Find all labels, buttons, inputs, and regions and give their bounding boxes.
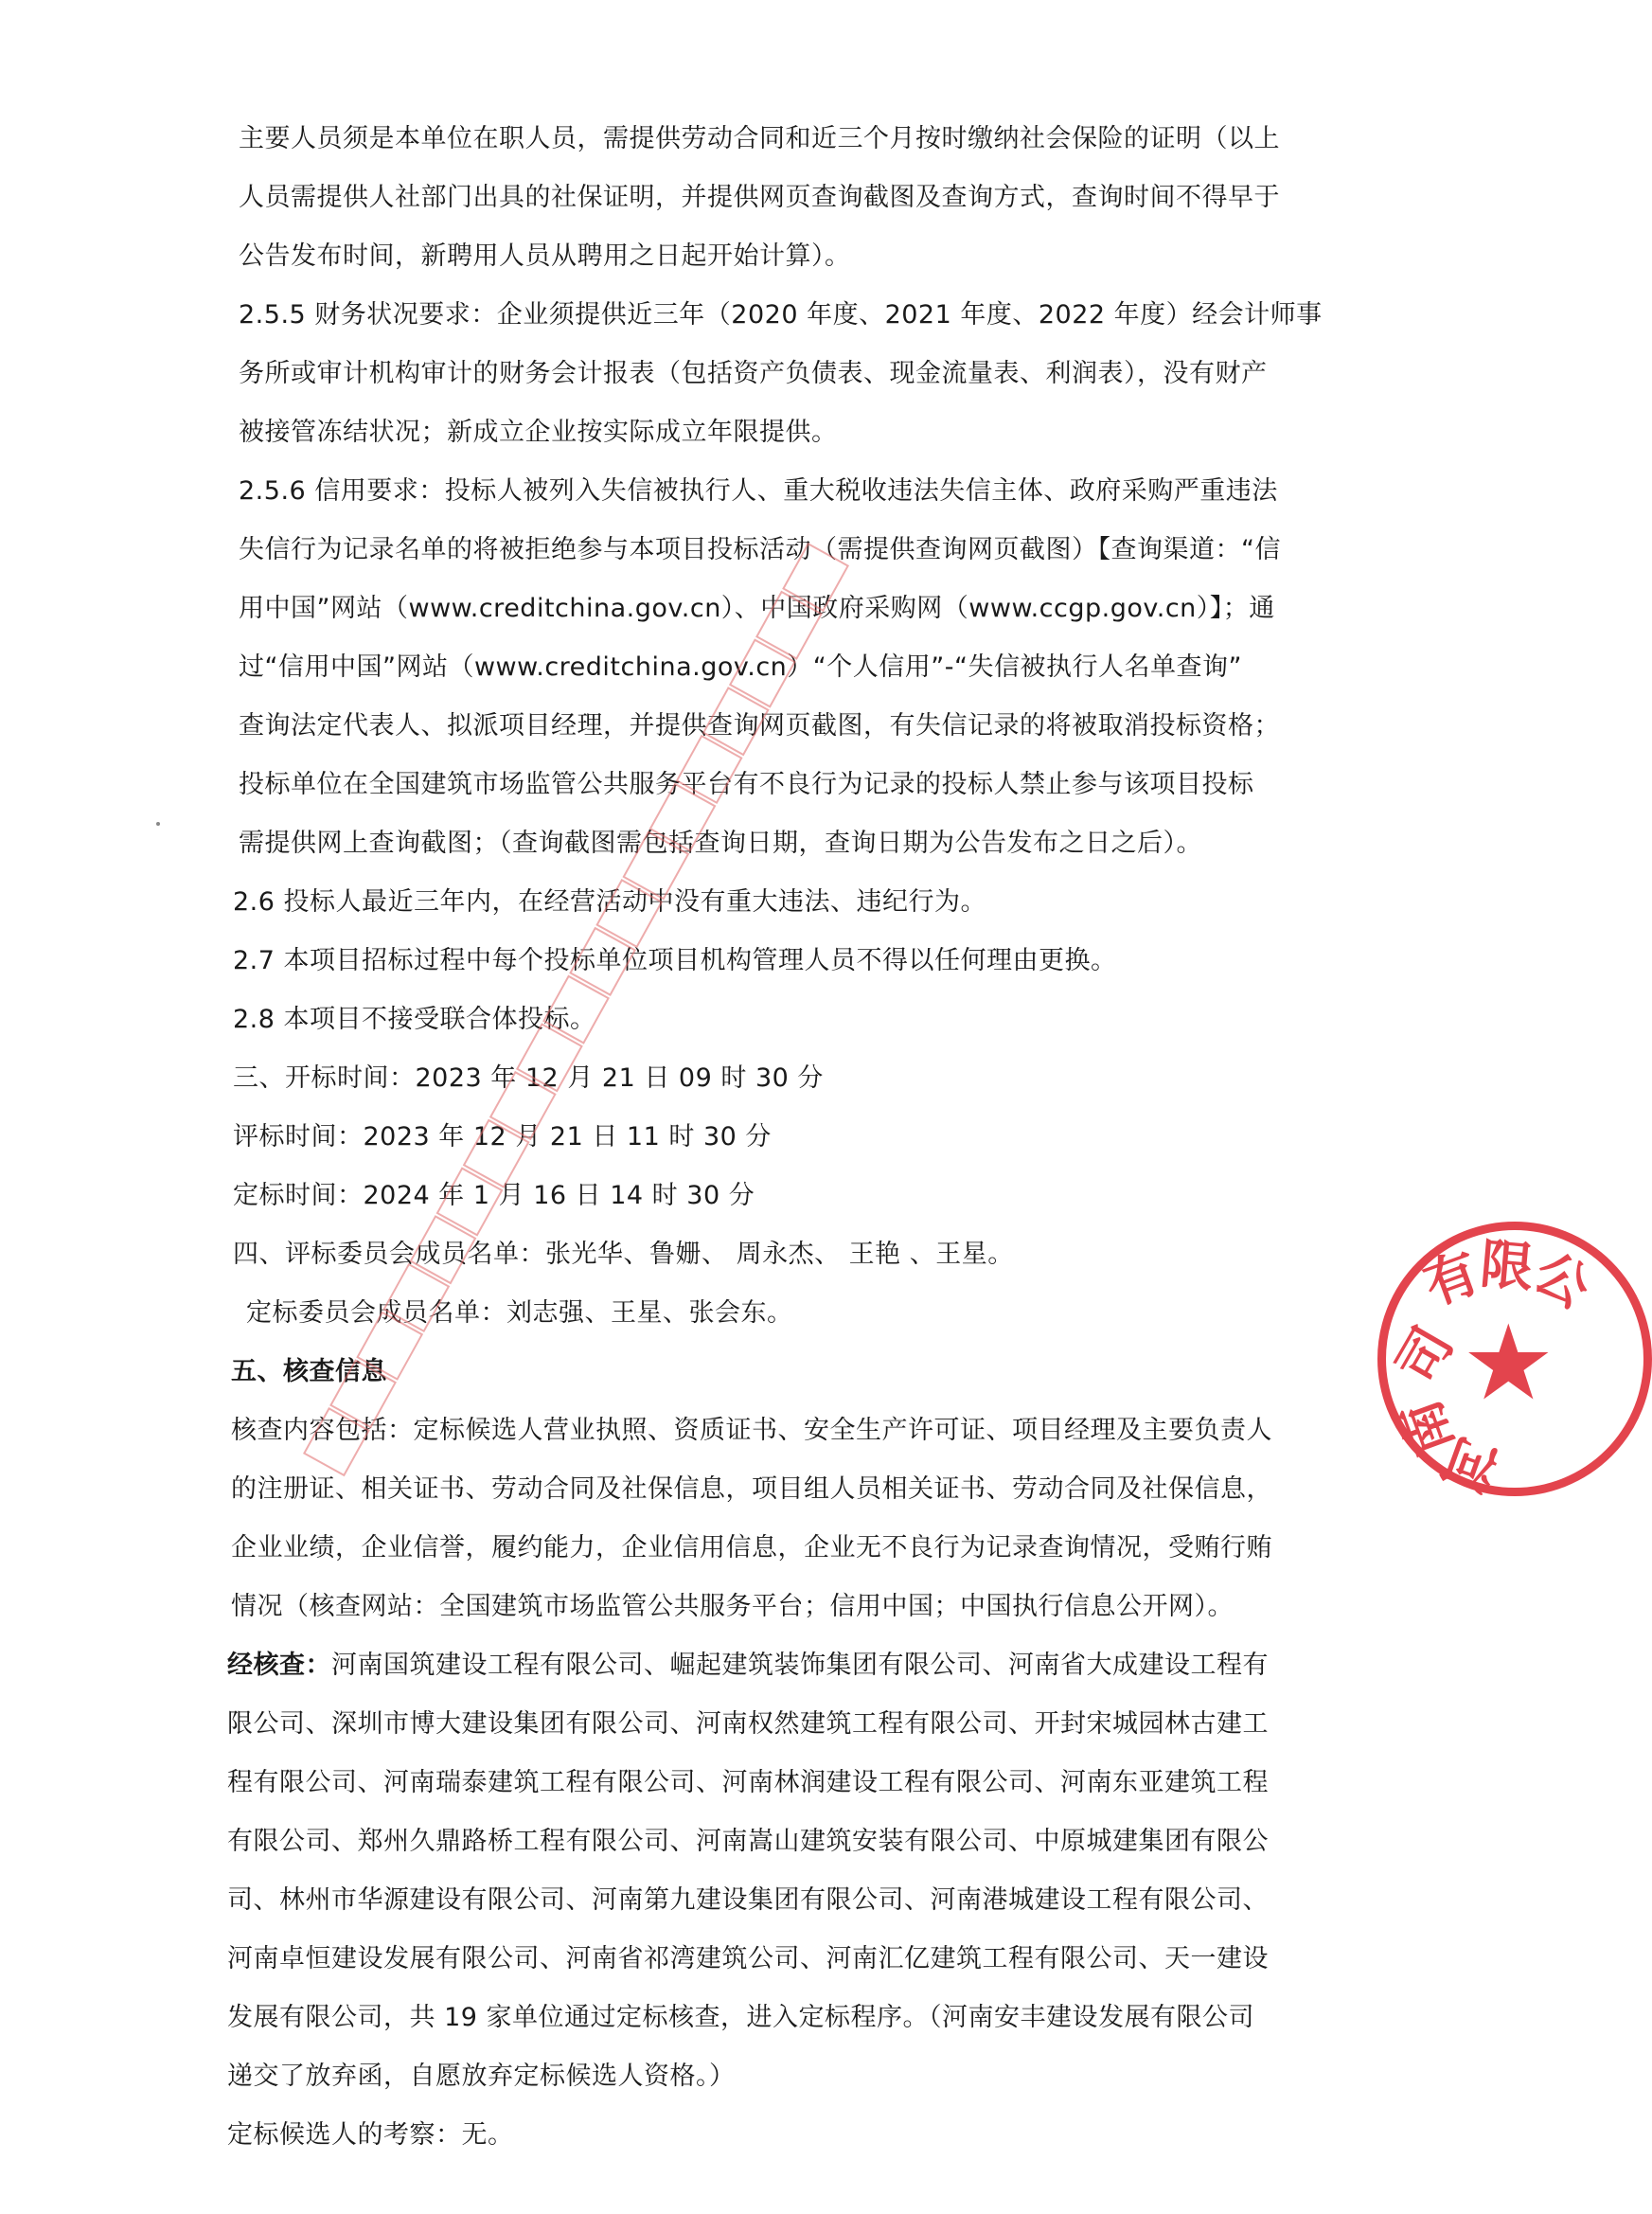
scan-speck — [156, 822, 160, 826]
section-heading-5: 五、核查信息 — [231, 1357, 387, 1386]
text-line-27 — [227, 1650, 1269, 1682]
text-line-35: 定标候选人的考察：无。 — [227, 2120, 514, 2150]
seal-char: 司 — [1384, 1316, 1466, 1394]
seal-char: 限 — [1477, 1232, 1537, 1300]
text-line-15: 2.7 本项目招标过程中每个投标单位项目机构管理人员不得以任何理由更换。 — [233, 946, 1117, 975]
text-line-2: 人员需提供人社部门出具的社保证明，并提供网页查询截图及查询方式，查询时间不得早于 — [239, 183, 1280, 212]
text-line-31: 司、林州市华源建设有限公司、河南第九建设集团有限公司、河南港城建设工程有限公司、 — [227, 1885, 1269, 1915]
text-line-18: 评标时间：2023 年 12 月 21 日 11 时 30 分 — [233, 1122, 772, 1152]
text-line-23: 核查内容包括：定标候选人营业执照、资质证书、安全生产许可证、项目经理及主要负责人 — [231, 1416, 1272, 1445]
text-line-10: 过“信用中国”网站（www.creditchina.gov.cn）“个人信用”-“失信被执行人名单查询” — [239, 652, 1242, 682]
check-result-text: 河南国筑建设工程有限公司、崛起建筑装饰集团有限公司、河南省大成建设工程有 — [331, 1651, 1269, 1680]
text-line-28: 限公司、深圳市博大建设集团有限公司、河南权然建筑工程有限公司、开封宋城园林古建工 — [227, 1709, 1269, 1739]
seal-char: 有 — [1415, 1241, 1487, 1318]
text-line-19: 定标时间：2024 年 1 月 16 日 14 时 30 分 — [233, 1181, 755, 1210]
text-line-34: 递交了放弃函，自愿放弃定标候选人资格。） — [227, 2062, 736, 2091]
text-line-26: 情况（核查网站：全国建筑市场监管公共服务平台；信用中国；中国执行信息公开网）。 — [231, 1592, 1234, 1621]
seal-char: 河 — [1434, 1424, 1506, 1502]
text-line-11: 查询法定代表人、拟派项目经理，并提供查询网页截图，有失信记录的将被取消投标资格； — [239, 711, 1280, 741]
text-line-25: 企业业绩，企业信誉，履约能力，企业信用信息，企业无不良行为记录查询情况，受贿行贿 — [231, 1533, 1272, 1562]
text-line-32: 河南卓恒建设发展有限公司、河南省祁湾建筑公司、河南汇亿建筑工程有限公司、天一建设 — [227, 1944, 1269, 1973]
text-line-29: 程有限公司、河南瑞泰建筑工程有限公司、河南林润建设工程有限公司、河南东亚建筑工程 — [227, 1768, 1269, 1797]
text-line-24: 的注册证、相关证书、劳动合同及社保信息，项目组人员相关证书、劳动合同及社保信息， — [231, 1474, 1272, 1504]
text-line-8: 失信行为记录名单的将被拒绝参与本项目投标活动（需提供查询网页截图）【查询渠道：“信 — [239, 535, 1281, 564]
text-line-14: 2.6 投标人最近三年内，在经营活动中没有重大违法、违纪行为。 — [233, 887, 987, 917]
text-line-9: 用中国”网站（www.creditchina.gov.cn）、中国政府采购网（www.ccgp.gov.cn）】；通 — [239, 594, 1275, 623]
check-result-label: 经核查： — [227, 1651, 331, 1680]
text-line-4: 2.5.5 财务状况要求：企业须提供近三年（2020 年度、2021 年度、2022 年度）经会计师事 — [239, 300, 1323, 330]
text-line-30: 有限公司、郑州久鼎路桥工程有限公司、河南嵩山建筑安装有限公司、中原城建集团有限公 — [227, 1827, 1269, 1856]
text-line-33: 发展有限公司，共 19 家单位通过定标核查，进入定标程序。（河南安丰建设发展有限公司 — [227, 2003, 1255, 2032]
seal-char: 公 — [1523, 1240, 1601, 1322]
text-line-13: 需提供网上查询截图；（查询截图需包括查询日期，查询日期为公告发布之日之后）。 — [239, 829, 1202, 858]
seal-char: 南 — [1389, 1392, 1466, 1464]
text-line-16: 2.8 本项目不接受联合体投标。 — [233, 1005, 596, 1034]
text-line-5: 务所或审计机构审计的财务会计报表（包括资产负债表、现金流量表、利润表），没有财产 — [239, 359, 1268, 388]
text-line-20: 四、评标委员会成员名单：张光华、鲁姗、 周永杰、 王艳 、王星。 — [233, 1240, 1014, 1269]
text-line-3: 公告发布时间，新聘用人员从聘用之日起开始计算）。 — [239, 241, 851, 271]
text-line-1: 主要人员须是本单位在职人员，需提供劳动合同和近三个月按时缴纳社会保险的证明（以上 — [239, 124, 1280, 153]
text-line-6: 被接管冻结状况；新成立企业按实际成立年限提供。 — [239, 418, 838, 447]
text-line-7: 2.5.6 信用要求：投标人被列入失信被执行人、重大税收违法失信主体、政府采购严重违法 — [239, 476, 1278, 506]
text-line-21: 定标委员会成员名单：刘志强、王星、张会东。 — [246, 1298, 793, 1328]
text-line-17: 三、开标时间：2023 年 12 月 21 日 09 时 30 分 — [233, 1063, 824, 1093]
text-line-12: 投标单位在全国建筑市场监管公共服务平台有不良行为记录的投标人禁止参与该项目投标 — [239, 770, 1254, 799]
seal-star-icon: ★ — [1462, 1302, 1555, 1423]
company-seal — [1377, 1222, 1652, 1502]
